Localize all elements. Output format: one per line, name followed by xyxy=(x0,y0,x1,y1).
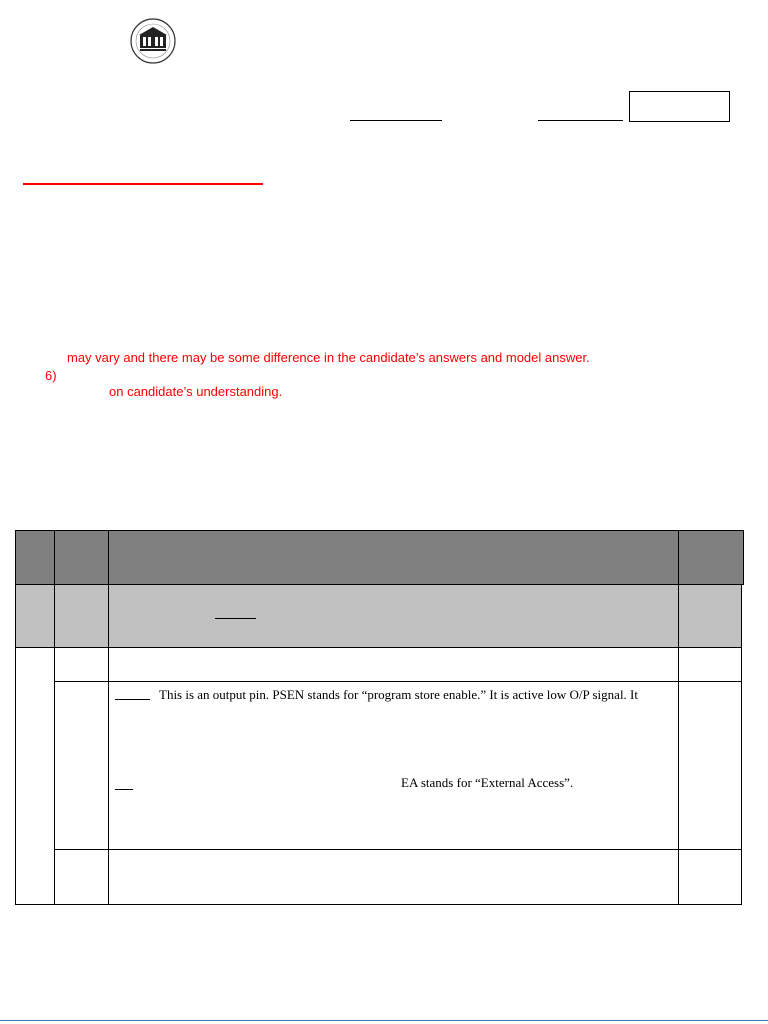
table-row-c-col-4 xyxy=(678,849,742,905)
instruction-item-number: 6) xyxy=(45,368,57,383)
table-header-cell-4 xyxy=(678,530,744,585)
table-row-a-col-3 xyxy=(108,647,679,682)
header-blank-line-1 xyxy=(350,120,442,121)
table-row-b-col-3 xyxy=(108,681,679,850)
table-subheader-cell-4 xyxy=(678,584,742,648)
table-row-a-col-4 xyxy=(678,647,742,682)
table-row-c-col-2 xyxy=(54,849,109,905)
institution-seal-icon xyxy=(128,16,178,66)
table-body-col-1 xyxy=(15,647,55,905)
table-row-a-col-2 xyxy=(54,647,109,682)
table-subheader-cell-2 xyxy=(54,584,109,648)
overline-mark xyxy=(215,618,256,619)
instruction-line-1: may vary and there may be some difference in the candidate’s answers and model answer. xyxy=(67,350,590,365)
table-subheader-cell-1 xyxy=(15,584,55,648)
psen-answer-text: This is an output pin. PSEN stands for “program store enable.” It is active low O/P signal. It xyxy=(159,687,638,702)
table-row-b-col-4 xyxy=(678,681,742,850)
table-header-cell-2 xyxy=(54,530,109,585)
answer-table xyxy=(15,530,744,905)
table-row-b-col-2 xyxy=(54,681,109,850)
footer-rule xyxy=(0,1020,768,1021)
table-row-c-col-3 xyxy=(108,849,679,905)
table-header-cell-3 xyxy=(108,530,679,585)
subject-code-box xyxy=(629,91,730,122)
ea-overline xyxy=(115,789,133,790)
heading-underline xyxy=(23,183,263,185)
instruction-line-2: on candidate’s understanding. xyxy=(109,384,283,399)
psen-overline xyxy=(115,699,150,700)
ea-answer-text: EA stands for “External Access”. xyxy=(401,775,574,790)
header-blank-line-2 xyxy=(538,120,623,121)
table-subheader-cell-3 xyxy=(108,584,679,648)
table-header-cell-1 xyxy=(15,530,55,585)
